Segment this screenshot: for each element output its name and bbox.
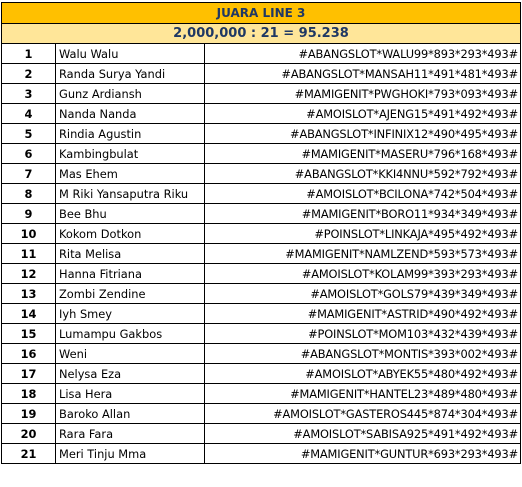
claim-code: #AMOISLOT*BCILONA*742*504*493# — [205, 184, 521, 204]
winner-name: Mas Ehem — [56, 164, 205, 184]
table-row — [2, 364, 521, 384]
row-number: 15 — [2, 324, 56, 344]
row-number: 19 — [2, 404, 56, 424]
row-number: 13 — [2, 284, 56, 304]
row-number: 4 — [2, 104, 56, 124]
table-row — [2, 264, 521, 284]
winner-name: Lumampu Gakbos — [56, 324, 205, 344]
subtitle-row — [2, 24, 521, 44]
table-row — [2, 344, 521, 364]
winner-name: Gunz Ardiansh — [56, 84, 205, 104]
table-row — [2, 244, 521, 264]
winner-name: Baroko Allan — [56, 404, 205, 424]
row-number: 14 — [2, 304, 56, 324]
winner-name: Walu Walu — [56, 44, 205, 64]
claim-code: #AMOISLOT*GOLS79*439*349*493# — [205, 284, 521, 304]
row-number: 18 — [2, 384, 56, 404]
claim-code: #MAMIGENIT*ASTRID*490*492*493# — [205, 304, 521, 324]
table-row — [2, 324, 521, 344]
table-row — [2, 44, 521, 64]
table-row — [2, 184, 521, 204]
claim-code: #ABANGSLOT*INFINIX12*490*495*493# — [205, 124, 521, 144]
table-row — [2, 444, 521, 464]
winner-name: M Riki Yansaputra Riku — [56, 184, 205, 204]
row-number: 6 — [2, 144, 56, 164]
claim-code: #POINSLOT*LINKAJA*495*492*493# — [205, 224, 521, 244]
row-number: 7 — [2, 164, 56, 184]
table-row — [2, 84, 521, 104]
row-number: 12 — [2, 264, 56, 284]
winner-name: Randa Surya Yandi — [56, 64, 205, 84]
claim-code: #ABANGSLOT*KKI4NNU*592*792*493# — [205, 164, 521, 184]
claim-code: #ABANGSLOT*MANSAH11*491*481*493# — [205, 64, 521, 84]
winner-name: Hanna Fitriana — [56, 264, 205, 284]
table-row — [2, 284, 521, 304]
row-number: 2 — [2, 64, 56, 84]
table-row — [2, 104, 521, 124]
table-row — [2, 204, 521, 224]
table-row — [2, 404, 521, 424]
prize-split-formula: 2,000,000 : 21 = 95.238 — [2, 24, 521, 44]
claim-code: #MAMIGENIT*HANTEL23*489*480*493# — [205, 384, 521, 404]
row-number: 1 — [2, 44, 56, 64]
row-number: 9 — [2, 204, 56, 224]
title-row — [2, 3, 521, 24]
table-row — [2, 64, 521, 84]
claim-code: #AMOISLOT*SABISA925*491*492*493# — [205, 424, 521, 444]
winners-table — [1, 2, 521, 464]
winner-name: Weni — [56, 344, 205, 364]
claim-code: #AMOISLOT*KOLAM99*393*293*493# — [205, 264, 521, 284]
row-number: 16 — [2, 344, 56, 364]
row-number: 21 — [2, 444, 56, 464]
winner-name: Rara Fara — [56, 424, 205, 444]
table-row — [2, 124, 521, 144]
winner-name: Iyh Smey — [56, 304, 205, 324]
table-row — [2, 164, 521, 184]
winner-name: Meri Tinju Mma — [56, 444, 205, 464]
table-row — [2, 304, 521, 324]
row-number: 20 — [2, 424, 56, 444]
table-title: JUARA LINE 3 — [2, 3, 521, 24]
winner-name: Nelysa Eza — [56, 364, 205, 384]
claim-code: #MAMIGENIT*MASERU*796*168*493# — [205, 144, 521, 164]
winner-name: Kambingbulat — [56, 144, 205, 164]
winner-name: Kokom Dotkon — [56, 224, 205, 244]
row-number: 8 — [2, 184, 56, 204]
claim-code: #ABANGSLOT*WALU99*893*293*493# — [205, 44, 521, 64]
claim-code: #MAMIGENIT*PWGHOKI*793*093*493# — [205, 84, 521, 104]
table-row — [2, 144, 521, 164]
row-number: 10 — [2, 224, 56, 244]
row-number: 11 — [2, 244, 56, 264]
row-number: 3 — [2, 84, 56, 104]
winner-name: Rindia Agustin — [56, 124, 205, 144]
row-number: 5 — [2, 124, 56, 144]
winner-name: Rita Melisa — [56, 244, 205, 264]
table-row — [2, 384, 521, 404]
claim-code: #MAMIGENIT*NAMLZEND*593*573*493# — [205, 244, 521, 264]
winner-name: Lisa Hera — [56, 384, 205, 404]
winner-name: Nanda Nanda — [56, 104, 205, 124]
claim-code: #AMOISLOT*AJENG15*491*492*493# — [205, 104, 521, 124]
row-number: 17 — [2, 364, 56, 384]
claim-code: #MAMIGENIT*BORO11*934*349*493# — [205, 204, 521, 224]
claim-code: #MAMIGENIT*GUNTUR*693*293*493# — [205, 444, 521, 464]
claim-code: #POINSLOT*MOM103*432*439*493# — [205, 324, 521, 344]
winner-name: Zombi Zendine — [56, 284, 205, 304]
winner-name: Bee Bhu — [56, 204, 205, 224]
claim-code: #ABANGSLOT*MONTIS*393*002*493# — [205, 344, 521, 364]
claim-code: #AMOISLOT*ABYEK55*480*492*493# — [205, 364, 521, 384]
claim-code: #AMOISLOT*GASTEROS445*874*304*493# — [205, 404, 521, 424]
table-row — [2, 224, 521, 244]
table-row — [2, 424, 521, 444]
